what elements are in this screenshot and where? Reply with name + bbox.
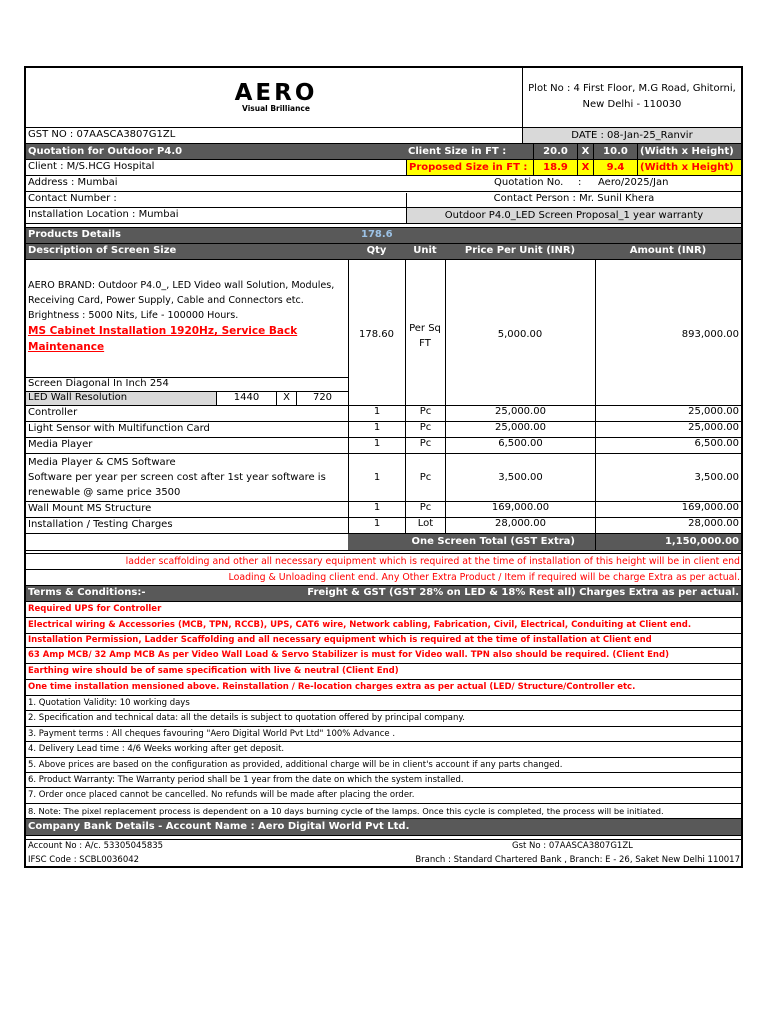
proposed-size-label: Proposed Size in FT : <box>406 160 533 175</box>
item-qty: 1 <box>348 502 405 517</box>
red-term: Installation Permission, Ladder Scaffolding and all necessary equipment which is required at the time of installation at Client end <box>26 634 741 648</box>
ladder-note: ladder scaffolding and other all necessary equipment which is required at the time of installation of this height will be in client end <box>26 554 741 570</box>
item-price: 169,000.00 <box>445 502 595 517</box>
logo-tagline: Visual Brilliance <box>242 104 310 113</box>
client-wh: (Width x Height) <box>637 144 741 159</box>
proposed-wh: (Width x Height) <box>637 160 741 175</box>
client-address: Address : Mumbai <box>28 177 118 188</box>
quotation-no-sep: : <box>578 177 582 188</box>
main-desc-line-2: Receiving Card, Power Supply, Cable and Connectors etc. <box>28 295 304 306</box>
resolution-height: 720 <box>296 392 348 406</box>
table-row <box>26 422 741 438</box>
main-unit-line-2: FT <box>419 338 431 349</box>
item-qty: 1 <box>348 518 405 533</box>
table-row <box>26 518 741 534</box>
resolution-width: 1440 <box>216 392 276 406</box>
logo-text: AERO <box>234 80 318 106</box>
contact-person: Contact Person : Mr. Sunil Khera <box>406 193 741 208</box>
item-price: 25,000.00 <box>445 406 595 421</box>
total-value: 1,150,000.00 <box>595 534 741 550</box>
cms-price: 3,500.00 <box>445 454 595 501</box>
item-qty: 1 <box>348 422 405 437</box>
item-price: 6,500.00 <box>445 438 595 453</box>
cms-desc-line-1: Media Player & CMS Software <box>28 457 176 468</box>
gst-number: GST NO : 07AASCA3807G1ZL <box>28 129 176 140</box>
main-red-line-2: Maintenance <box>28 341 105 353</box>
quotation-date: DATE : 08-Jan-25_Ranvir <box>522 128 741 143</box>
col-description: Description of Screen Size <box>28 245 177 256</box>
total-label: One Screen Total (GST Extra) <box>348 534 595 550</box>
company-address <box>523 81 741 113</box>
contact-number: Contact Number : <box>28 193 117 204</box>
cms-desc-line-2: Software per year per screen cost after 1st year software is <box>28 472 326 483</box>
bank-branch: Branch : Standard Chartered Bank , Branch: E - 26, Saket New Delhi 110017 <box>415 855 740 865</box>
red-term: 63 Amp MCB/ 32 Amp MCB As per Video Wall Load & Servo Stabilizer is must for Video wall. TPN also should be required. (Client End) <box>26 648 741 664</box>
term: 5. Above prices are based on the configuration as provided, additional charge will be in client's account if any parts changed. <box>26 758 741 773</box>
screen-diagonal: Screen Diagonal In Inch 254 <box>26 377 348 391</box>
item-desc: Light Sensor with Multifunction Card <box>28 423 210 434</box>
products-heading: Products Details <box>28 229 121 240</box>
red-term: One time installation mensioned above. Reinstallation / Re-location charges extra as per actual (LED/ Structure/Controller etc. <box>26 680 741 696</box>
item-unit: Pc <box>405 422 445 437</box>
term: 1. Quotation Validity: 10 working days <box>26 696 741 711</box>
item-desc: Controller <box>28 407 78 418</box>
item-qty: 1 <box>348 406 405 421</box>
table-row <box>26 438 741 454</box>
item-qty: 1 <box>348 438 405 453</box>
term: 2. Specification and technical data: all the details is subject to quotation offered by principal company. <box>26 711 741 727</box>
proposed-height: 9.4 <box>593 160 637 175</box>
col-unit: Unit <box>413 245 437 256</box>
term: 4. Delivery Lead time : 4/6 Weeks working after get deposit. <box>26 742 741 758</box>
col-price: Price Per Unit (INR) <box>464 245 576 256</box>
term: 3. Payment terms : All cheques favouring "Aero Digital World Pvt Ltd" 100% Advance . <box>26 727 741 742</box>
client-x: X <box>577 144 593 159</box>
item-unit: Pc <box>405 406 445 421</box>
proposal-title: Outdoor P4.0_LED Screen Proposal_1 year warranty <box>406 208 741 223</box>
red-term: Electrical wiring & Accessories (MCB, TPN, RCCB), UPS, CAT6 wire, Network cabling, Fabrication, Civil, Electrical, Conduiting at Client end. <box>26 618 741 634</box>
item-desc: Wall Mount MS Structure <box>28 503 152 514</box>
item-amount: 28,000.00 <box>595 518 741 533</box>
bank-ifsc: IFSC Code : SCBL0036042 <box>28 855 140 865</box>
proposed-width: 18.9 <box>533 160 577 175</box>
client-name: Client : M/S.HCG Hospital <box>28 161 155 172</box>
item-amount: 25,000.00 <box>595 422 741 437</box>
cms-desc-line-3: renewable @ same price 3500 <box>28 487 181 498</box>
cms-description <box>26 455 348 500</box>
cms-qty: 1 <box>348 454 405 501</box>
col-qty: Qty <box>366 245 387 256</box>
cms-unit: Pc <box>405 454 445 501</box>
item-amount: 25,000.00 <box>595 406 741 421</box>
address-line-1: Plot No : 4 First Floor, M.G Road, Ghitorni, <box>528 83 736 94</box>
quotation-no: Aero/2025/Jan <box>598 177 669 188</box>
client-height: 10.0 <box>593 144 637 159</box>
loading-note: Loading & Unloading client end. Any Other Extra Product / Item if required will be charge Extra as per actual. <box>26 570 741 586</box>
resolution-label: LED Wall Resolution <box>26 392 216 406</box>
quotation-no-label: Quotation No. <box>494 177 564 188</box>
red-term: Required UPS for Controller <box>26 602 741 618</box>
item-price: 28,000.00 <box>445 518 595 533</box>
table-row <box>26 406 741 422</box>
main-unit-line-1: Per Sq <box>409 323 441 334</box>
address-line-2: New Delhi - 110030 <box>582 99 682 110</box>
bank-heading: Company Bank Details - Account Name : Aero Digital World Pvt Ltd. <box>26 819 741 836</box>
main-price: 5,000.00 <box>497 329 543 340</box>
term: 7. Order once placed cannot be cancelled. No refunds will be made after placing the order. <box>26 788 741 804</box>
resolution-x: X <box>276 392 296 406</box>
table-row <box>26 454 741 502</box>
item-unit: Pc <box>405 438 445 453</box>
table-row <box>26 502 741 518</box>
term: 8. Note: The pixel replacement process is dependent on a 10 days burning cycle of the lamps. Once this cycle is completed, the process will be initiated. <box>26 804 741 819</box>
client-width: 20.0 <box>533 144 577 159</box>
item-amount: 169,000.00 <box>595 502 741 517</box>
bank-gst: Gst No : 07AASCA3807G1ZL <box>512 841 633 851</box>
main-desc-line-3: Brightness : 5000 Nits, Life - 100000 Hours. <box>28 310 239 321</box>
main-red-line-1: MS Cabinet Installation 1920Hz, Service Back <box>28 325 298 337</box>
quotation-title: Quotation for Outdoor P4.0 <box>26 144 406 159</box>
item-unit: Lot <box>405 518 445 533</box>
red-term: Earthing wire should be of same specification with live & neutral (Client End) <box>26 664 741 680</box>
item-unit: Pc <box>405 502 445 517</box>
main-qty: 178.60 <box>359 329 394 340</box>
col-amount: Amount (INR) <box>629 245 707 256</box>
logo <box>226 80 326 113</box>
freight-note: Freight & GST (GST 28% on LED & 18% Rest all) Charges Extra as per actual. <box>307 587 739 598</box>
item-desc: Installation / Testing Charges <box>28 519 173 530</box>
terms-heading: Terms & Conditions:- <box>28 587 146 598</box>
products-heading-value: 178.6 <box>361 229 393 240</box>
main-unit <box>405 321 445 351</box>
main-description <box>26 278 348 355</box>
installation-location: Installation Location : Mumbai <box>28 209 179 220</box>
item-price: 25,000.00 <box>445 422 595 437</box>
item-amount: 6,500.00 <box>595 438 741 453</box>
cms-amount: 3,500.00 <box>595 454 741 501</box>
main-desc-line-1: AERO BRAND: Outdoor P4.0_, LED Video wall Solution, Modules, <box>28 280 335 291</box>
quotation-sheet <box>24 66 743 868</box>
main-amount: 893,000.00 <box>681 329 739 340</box>
proposed-x: X <box>577 160 593 175</box>
client-size-label: Client Size in FT : <box>406 144 533 159</box>
bank-account: Account No : A/c. 53305045835 <box>28 841 164 851</box>
term: 6. Product Warranty: The Warranty period shall be 1 year from the date on which the system installed. <box>26 773 741 788</box>
item-desc: Media Player <box>28 439 93 450</box>
